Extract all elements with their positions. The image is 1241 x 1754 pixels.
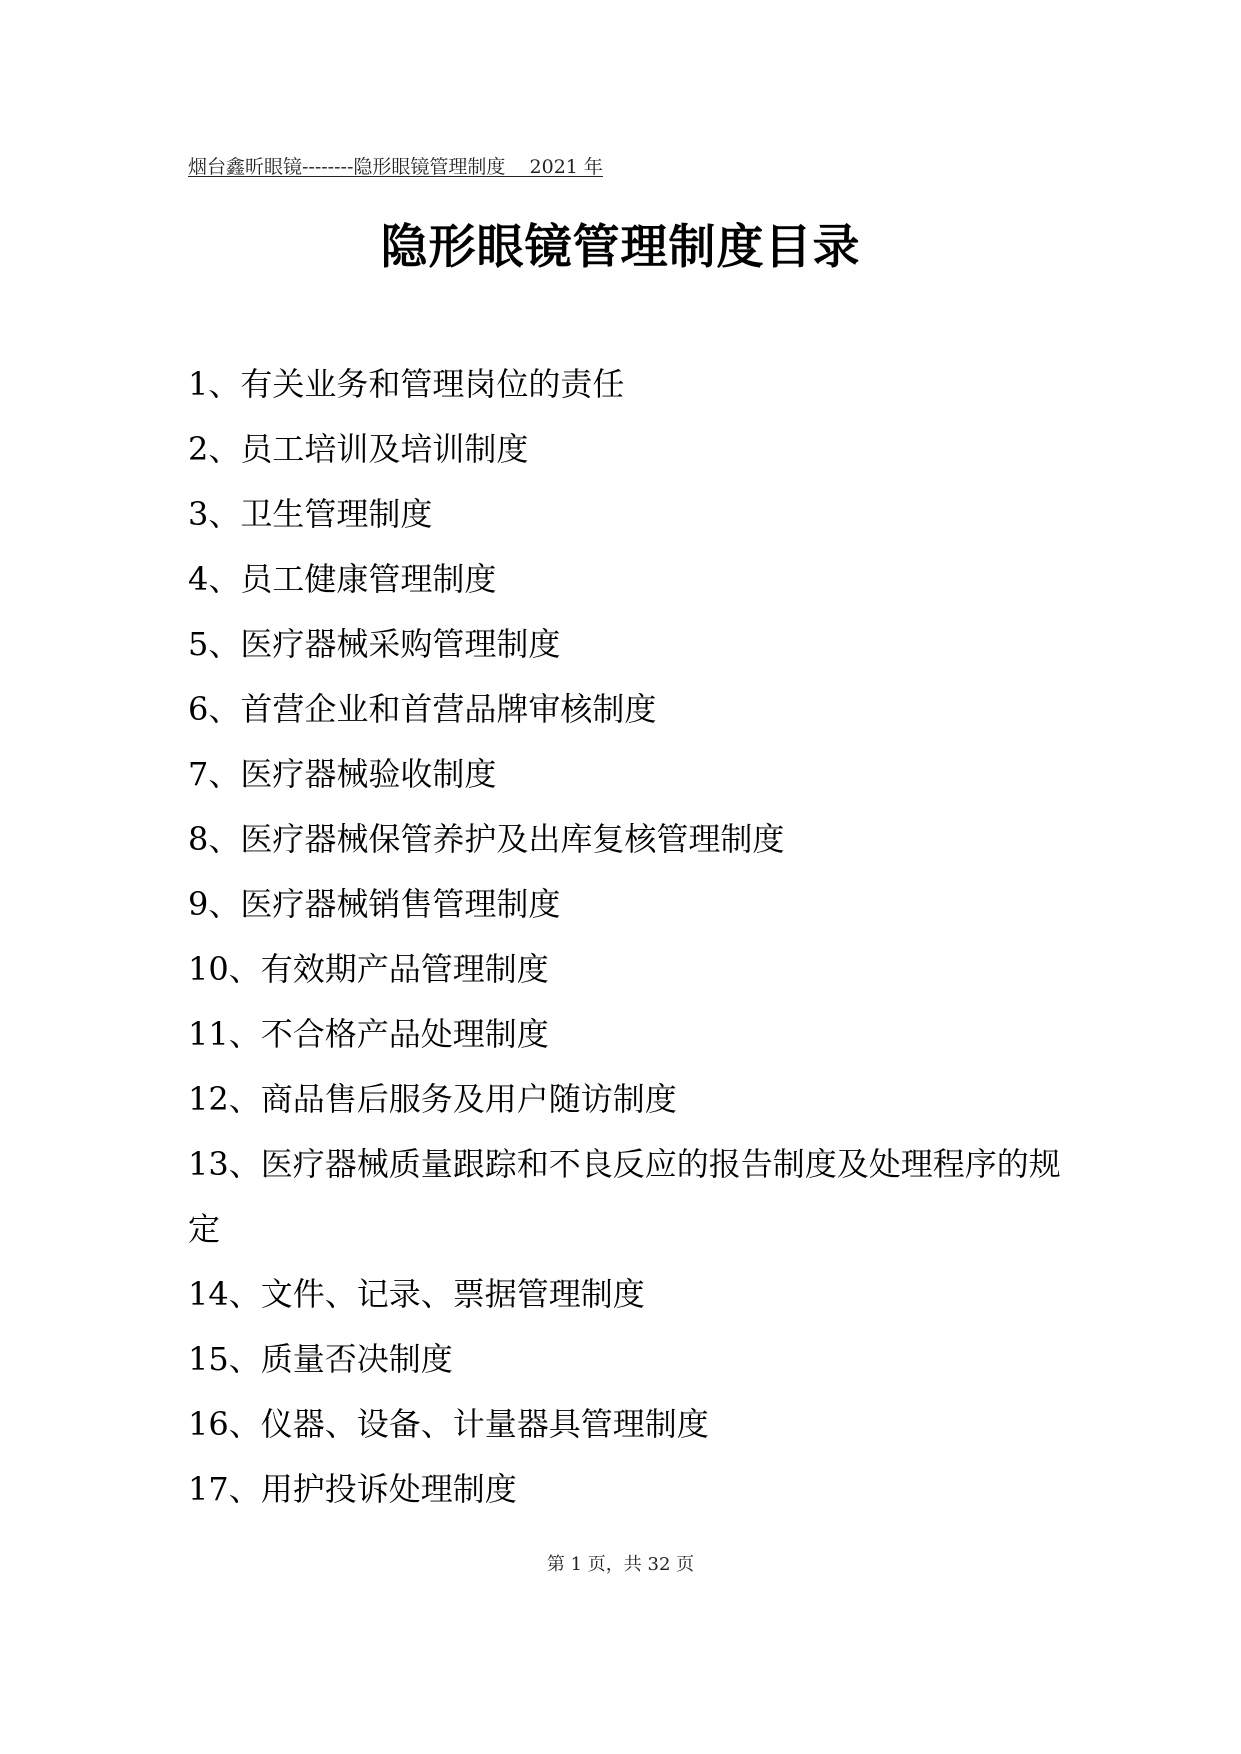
toc-item: 6、首营企业和首营品牌审核制度 [188, 690, 657, 728]
page-header: 烟台鑫昕眼镜--------隐形眼镜管理制度 2021 年 [188, 156, 603, 178]
toc-item: 12、商品售后服务及用户随访制度 [188, 1080, 677, 1118]
table-of-contents [188, 352, 1068, 1522]
toc-item: 4、员工健康管理制度 [188, 560, 497, 598]
toc-item: 3、卫生管理制度 [188, 495, 433, 533]
toc-item: 1、有关业务和管理岗位的责任 [188, 365, 625, 403]
toc-item: 10、有效期产品管理制度 [188, 950, 549, 988]
toc-item: 11、不合格产品处理制度 [188, 1015, 549, 1053]
toc-item: 9、医疗器械销售管理制度 [188, 885, 561, 923]
toc-item: 2、员工培训及培训制度 [188, 430, 529, 468]
page-footer: 第 1 页，共 32 页 [546, 1554, 695, 1575]
toc-item: 15、质量否决制度 [188, 1340, 453, 1378]
toc-item: 17、用护投诉处理制度 [188, 1470, 517, 1508]
toc-item: 13、医疗器械质量跟踪和不良反应的报告制度及处理程序的规定 [188, 1145, 1061, 1248]
document-title: 隐形眼镜管理制度目录 [380, 220, 861, 275]
toc-item: 5、医疗器械采购管理制度 [188, 625, 561, 663]
toc-item: 16、仪器、设备、计量器具管理制度 [188, 1405, 709, 1443]
toc-item: 14、文件、记录、票据管理制度 [188, 1275, 645, 1313]
toc-item: 7、医疗器械验收制度 [188, 755, 497, 793]
toc-item: 8、医疗器械保管养护及出库复核管理制度 [188, 820, 785, 858]
